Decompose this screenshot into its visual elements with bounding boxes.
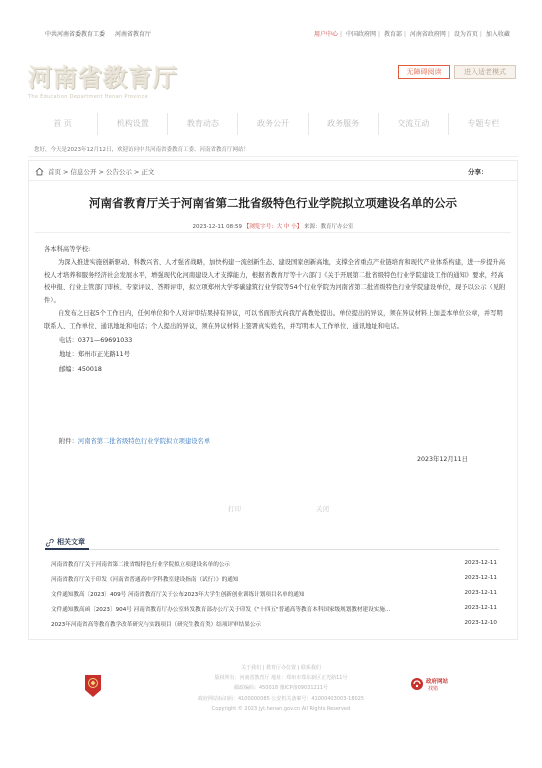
main-nav (28, 113, 518, 135)
breadcrumb-home[interactable]: 首页 (48, 168, 61, 176)
top-link-set-home[interactable]: 设为首页 (453, 31, 478, 38)
related-item-title[interactable]: 2023年河南省高等教育教学改革研究与实践项目（研究生教育类）结项评审结果公示 (51, 622, 262, 628)
accessibility-buttons (398, 65, 516, 79)
nav-item-news[interactable]: 教育动态 (168, 113, 238, 135)
related-item-title[interactable]: 文件通知教高函〔2023〕904号 河南省教育厅办公室转发教育部办公厅关于印发《"十四五"普通高等教育本科国家级规划教材建设实施... (51, 607, 391, 613)
related-item-date: 2023-12-11 (464, 560, 497, 566)
breadcrumb: 首页 > 信息公开 > 公告公示 > 正文 (35, 167, 156, 176)
top-link-user-center[interactable]: 用户中心 (314, 31, 339, 38)
font-size-switch[interactable]: 【浏览字号：大 中 小】 (243, 224, 303, 230)
related-item[interactable] (51, 575, 497, 590)
welcome-notice: 您好，今天是2023年12月12日，欢迎访问中共河南省委教育工委、河南省教育厅网站！ (34, 147, 249, 153)
article-meta (29, 222, 517, 230)
related-item-title[interactable]: 文件通知教高〔2023〕409号 河南省教育厅关于公布2023年大学生创新创业训练计划项目名单的通知 (51, 592, 305, 598)
top-link-department[interactable]: 河南省教育厅 (114, 31, 151, 38)
barrier-free-button[interactable]: 无障碍阅读 (398, 65, 450, 79)
greeting: 各本科高等学校: (44, 246, 91, 253)
article-actions (29, 504, 517, 514)
top-link-favorite[interactable]: 加入收藏 (485, 31, 510, 38)
divider (28, 156, 518, 157)
top-link-party-committee[interactable]: 中共河南省委教育工委 (45, 31, 106, 38)
footer-host: 版权所有：河南省教育厅 地址：郑州市郑东新区正光路11号 (214, 675, 348, 682)
related-item[interactable] (51, 605, 497, 620)
breadcrumb-info[interactable]: 信息公开 (70, 168, 97, 176)
gov-site-label: 政府网站 (426, 679, 449, 685)
top-link-gov-cn[interactable]: 中国政府网 (345, 31, 376, 38)
elder-mode-button[interactable]: 进入适老模式 (454, 65, 516, 79)
article-panel (28, 160, 518, 640)
breadcrumb-notice[interactable]: 公告公示 (105, 168, 132, 176)
site-logo[interactable] (28, 58, 188, 98)
article-date: 2023年12月11日 (417, 456, 468, 463)
top-link-moe[interactable]: 教育部 (383, 31, 402, 38)
footer-info (166, 663, 396, 714)
paragraph: 自发布之日起5个工作日内，任何单位和个人对评审结果持有异议，可以书面形式向我厅高教处提出。单位提出的异议，须在异议材料上加盖本单位公章，并写明联系人、工作单位、通讯地址和电话；个人提出的异议，须在异议材料上签署真实姓名，并写明本人工作单位、通讯地址和电话。 (44, 309, 503, 330)
related-item-date: 2023-12-11 (464, 605, 497, 611)
gov-site-sub: 找错 (428, 686, 439, 692)
related-list (51, 560, 497, 635)
top-bar-right: 用户中心 | 中国政府网 | 教育部 | 河南省政府网 | 设为首页 | 加入收藏 (314, 31, 510, 38)
related-item[interactable] (51, 560, 497, 575)
related-item[interactable] (51, 590, 497, 605)
nav-item-topics[interactable]: 专题专栏 (467, 119, 500, 128)
nav-item-home[interactable]: 首 页 (28, 113, 98, 135)
logo-en: The Education Department Henan Province (28, 94, 149, 100)
article-body (44, 244, 506, 377)
footer-links[interactable]: 关于我们 | 教育厅办位置 | 联系我们 (241, 665, 321, 671)
gov-site-error-badge[interactable] (410, 675, 456, 693)
footer-postcode: 邮政编码：450018 豫ICP备09031211号 (233, 685, 329, 692)
article-datetime: 2023-12-11 08:59 (192, 224, 243, 230)
nav-item-organization[interactable]: 机构设置 (98, 113, 168, 135)
share-label[interactable]: 分享： (468, 168, 488, 176)
contact-postcode: 邮编：450018 (59, 365, 102, 373)
related-heading (45, 537, 85, 547)
contact-address: 地址：郑州市正光路11号 (59, 351, 130, 359)
paragraph: 为深入推进实施创新驱动、科教兴省、人才强省战略，加快构建一流创新生态、建设国家创新高地，支撑全省重点产业链培育和现代产业体系构建，进一步提升高校人才培养和服务经济社会发展水平，增强现代化河南建设人才支撑能力，根据省教育厅等十六部门《关于开展第二批省级特色行业学院建设工作的通知》要求，经高校申报、行业主管部门审核、专家评议、答辩评审，拟立项郑州大学零碳建筑行业学院等54个行业学院为河南省第二批省级特色行业学院建设单位，现予以公示（见附件）。 (44, 258, 506, 305)
link-icon (45, 538, 54, 547)
print-button[interactable]: 打印 (228, 505, 241, 513)
related-item-date: 2023-12-11 (464, 590, 497, 596)
nav-item-services[interactable]: 政务服务 (309, 113, 379, 135)
close-button[interactable]: 关闭 (316, 505, 329, 513)
footer (0, 663, 542, 712)
footer-copyright: Copyright © 2023 jyt.henan.gov.cn All Rights Reserved (211, 705, 351, 712)
attachment (59, 436, 210, 445)
logo-cn: 河南省教育厅 (28, 63, 178, 92)
related-item-date: 2023-12-11 (464, 575, 497, 581)
related-item[interactable] (51, 620, 497, 635)
related-item-date: 2023-12-10 (464, 620, 497, 626)
related-item-title[interactable]: 河南省教育厅关于河南省第二批省级特色行业学院拟立项建设名单的公示 (51, 562, 231, 568)
top-bar (0, 0, 542, 40)
breadcrumb-current: 正文 (141, 168, 155, 176)
attachment-label: 附件： (59, 438, 78, 445)
related-heading-text: 相关文章 (57, 538, 85, 546)
divider (45, 549, 499, 550)
related-item-title[interactable]: 河南省教育厅关于印发《河南省普通高中学科教室建设指南（试行）》的通知 (51, 577, 239, 583)
divider (35, 232, 511, 233)
nav-item-interaction[interactable]: 交流互动 (379, 113, 449, 135)
top-bar-left (45, 29, 159, 38)
footer-record: 政府网站标识码：4100000085 公安机关备案号：41000403003-18025 (197, 695, 365, 702)
contact-phone: 电话：0371—69691033 (59, 336, 133, 344)
divider (29, 180, 517, 181)
article-title: 河南省教育厅关于河南省第二批省级特色行业学院拟立项建设名单的公示 (89, 196, 457, 210)
nav-item-public-info[interactable]: 政务公开 (238, 113, 308, 135)
attachment-link[interactable]: 河南省第二批省级特色行业学院拟立项建设名单 (77, 438, 211, 445)
top-link-henan-gov[interactable]: 河南省政府网 (409, 31, 446, 38)
home-icon (35, 167, 44, 176)
article-source: 来源：教育厅办公室 (304, 224, 354, 230)
